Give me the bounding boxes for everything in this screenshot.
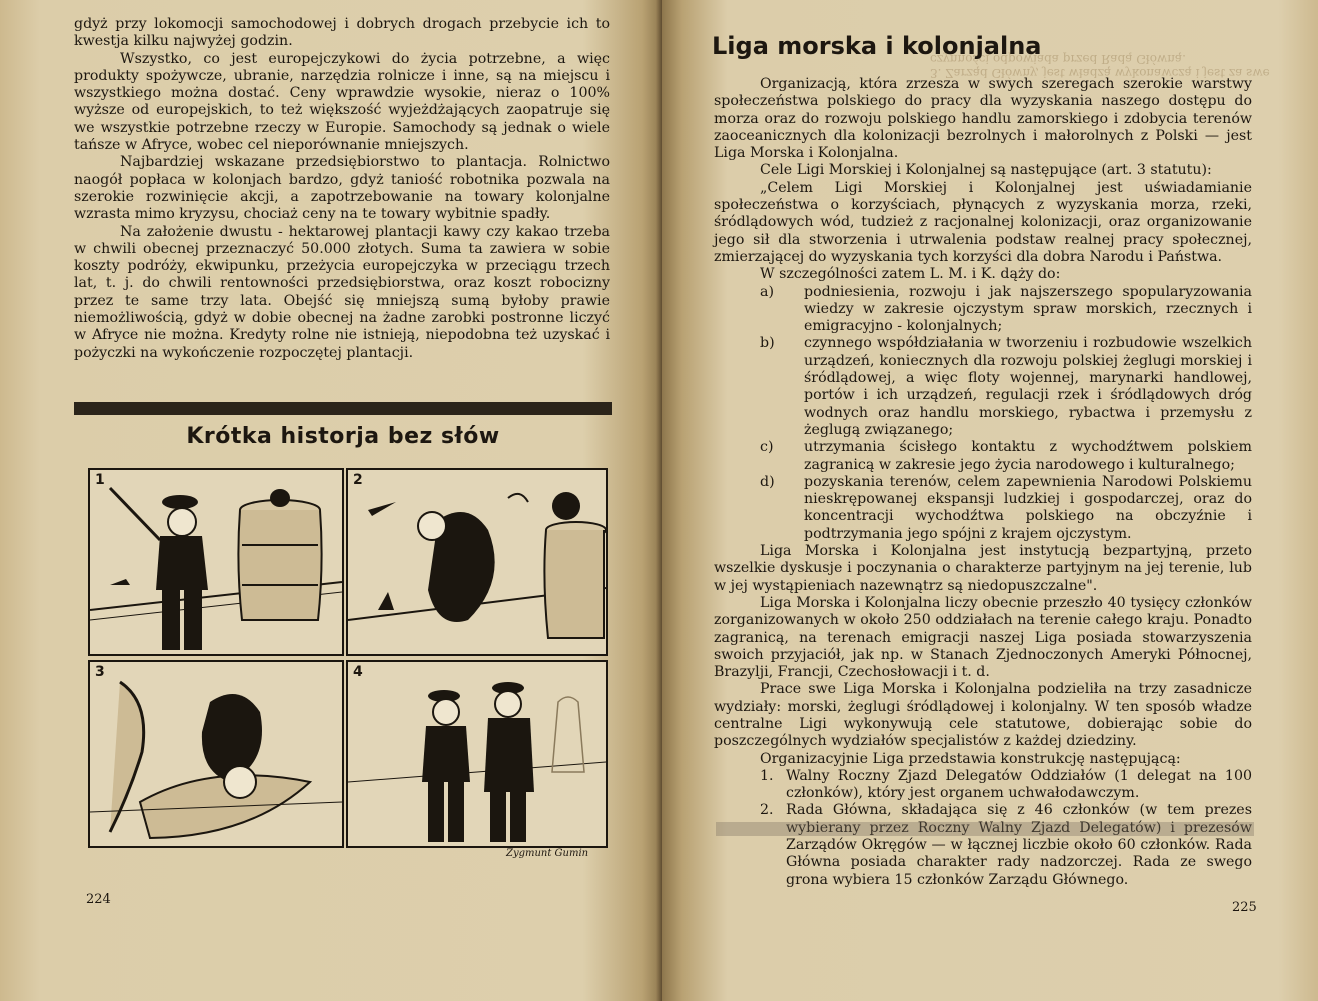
list-marker: 1.	[760, 767, 774, 784]
left-page-text	[74, 16, 610, 362]
right-page-text	[714, 76, 1252, 889]
paragraph: gdyż przy lokomocji samochodowej i dobrych drogach przebycie ich to kwestja kilku najwyżej godzin.	[74, 16, 610, 50]
paragraph: W szczególności zatem L. M. i K. dąży do:	[760, 266, 1061, 283]
list-marker: 2.	[760, 802, 774, 819]
section-rule	[74, 402, 612, 415]
list-text: Rada Główna, składająca się z 46 członków (w tem prezes wybierany przez Roczny Walny Zjazd Delegatów) i prezesów Zarządów Okręgów — w łącznej liczbie około 60 członków. Rada Główna posiada charakter rady nadzorczej. Rada ze swego grona wybiera 15 członków Zarządu Głównego.	[786, 802, 1252, 888]
comic-strip	[88, 468, 608, 858]
panel-number: 1	[95, 472, 105, 488]
list-text: czynnego współdziałania w tworzeniu i rozbudowie wszelkich urządzeń, koniecznych dla rozwoju polskiej żeglugi morskiej i śródlądowej, a więc floty wojennej, marynarki handlowej, portów i ich urządzeń, regulacji rzek i śródlądowych dróg wodnych oraz handlu morskiego, rybactwa i przemysłu z żeglugą związanego;	[804, 335, 1252, 438]
comic-panel-2	[346, 468, 608, 656]
list-marker: c)	[760, 439, 774, 456]
panel-number: 4	[353, 664, 363, 680]
list-marker: b)	[760, 335, 775, 352]
comic-title: Krótka historja bez słów	[186, 424, 500, 449]
comic-signature: Zygmunt Gumin	[506, 848, 589, 859]
bleed-through-text: 3. Zarząd Główny, jest władzą wykonawczą i jest za swe czynności odpowiada przed Radą Główną.	[930, 52, 1270, 80]
comic-panel-1	[88, 468, 344, 656]
paragraph: Prace swe Liga Morska i Kolonjalna podzieliła na trzy zasadnicze wydziały: morski, żeglugi śródlądowej i kolonjalny. W ten sposób władze centralne Ligi wykonywują cele statutowe, dobierając sobie do poszczególnych wydziałów specjalistów z każdej dziedziny.	[714, 681, 1252, 750]
list-text: Walny Roczny Zjazd Delegatów Oddziałów (1 delegat na 100 członków), który jest organem uchwałodawczym.	[786, 767, 1252, 802]
officer-handshake-illustration	[348, 662, 606, 846]
list-item	[714, 284, 1252, 336]
list-item	[714, 474, 1252, 543]
list-item	[714, 439, 1252, 474]
comic-panel-3	[88, 660, 344, 848]
list-text: pozyskania terenów, celem zapewnienia Narodowi Polskiemu nieskrępowanej ekspansji ludzkiej i gospodarczej, oraz do koncentracji wychodźtwa polskiego na obczyźnie i podtrzymania jego spójni z krajem ojczystym.	[804, 473, 1252, 542]
paragraph: Wszystko, co jest europejczykowi do życia potrzebne, a więc produkty spożywcze, ubranie, narzędzia rolnicze i inne, są na miejscu i wszystkiego można dostać. Ceny wprawdzie wysokie, nieraz o 100% wyższe od europejskich, to też większość wyjeżdżających zaopatruje się we wszystkie potrzebne rzeczy w Europie. Samochody są jednak o wiele tańsze w Afryce, wobec cel nieporównanie mniejszych.	[74, 50, 610, 154]
paragraph: Organizacją, która zrzesza w swych szeregach szerokie warstwy społeczeństwa polskiego do pracy dla wyzyskania naszego dostępu do morza oraz do rozwoju polskiego handlu zamorskiego i zdobycia terenów zaoceanicznych dla kolonizacji bezrolnych i małorolnych z Polski — jest Liga Morska i Kolonjalna.	[714, 76, 1252, 162]
comic-panel-4	[346, 660, 608, 848]
paragraph: Cele Ligi Morskiej i Kolonjalnej są następujące (art. 3 statutu):	[760, 162, 1212, 179]
statute-quote: „Celem Ligi Morskiej i Kolonjalnej jest uświadamianie społeczeństwa o korzyściach, płynących z wyzyskania morza, rzeki, śródlądowych wód, tudzież z racjonalnej kolonizacji, oraz organizowanie jego sił dla stworzenia i utrwalenia podstaw realnej pracy społecznej, zmierzającej do wyzyskania tych korzyści dla dobra Narodu i Państwa.	[714, 179, 1252, 265]
list-marker: d)	[760, 473, 775, 490]
paragraph: Liga Morska i Kolonjalna jest instytucją bezpartyjną, przeto wszelkie dyskusje i poczynania o charakterze partyjnym na jej terenie, lub w jej wystąpieniach nazewnątrz są niedopuszczalne".	[714, 543, 1252, 594]
paper-stain	[716, 822, 1254, 836]
panel-number: 2	[353, 472, 363, 488]
sailor-and-barrel-illustration	[90, 470, 342, 654]
list-item	[714, 802, 1252, 888]
sailor-and-cat-illustration	[348, 470, 606, 654]
page-number: 224	[86, 892, 111, 907]
list-text: utrzymania ścisłego kontaktu z wychodźtwem polskiem zagranicą w zakresie jego życia narodowego i kulturalnego;	[804, 439, 1252, 473]
paragraph: Organizacyjnie Liga przedstawia konstrukcję następującą:	[760, 750, 1181, 767]
list-text: podniesienia, rozwoju i jak najszerszego spopularyzowania wiedzy w zakresie ojczystym spraw morskich, rzecznych i emigracyjno - kolonjalnych;	[804, 283, 1252, 335]
panel-number: 3	[95, 664, 105, 680]
shark-swallowing-sailor-illustration	[90, 662, 342, 846]
goals-list	[714, 284, 1252, 543]
page-heading: Liga morska i kolonjalna	[712, 32, 1042, 60]
list-marker: a)	[760, 283, 774, 300]
list-item	[714, 768, 1252, 803]
paragraph: Na założenie dwustu - hektarowej plantacji kawy czy kakao trzeba w chwili obecnej przeznaczyć 50.000 złotych. Suma ta zawiera w sobie koszty podróży, ekwipunku, przeżycia europejczyka w przeciągu trzech lat, t. j. do chwili rentowności przedsiębiorstwa, oraz koszt robocizny przez te same trzy lata. Obejść się mniejszą sumą byłoby prawie niemożliwością, gdyż w dobie obecnej na żadne zarobki postronne liczyć w Afryce nie można. Kredyty rolne nie istnieją, niepodobna też uzyskać i pożyczki na wykończenie rozpoczętej plantacji.	[74, 223, 610, 361]
paragraph: Najbardziej wskazane przedsiębiorstwo to plantacja. Rolnictwo naogół popłaca w kolonjach bardzo, gdyż taniość robotnika pozwala na szerokie rozwinięcie akcji, a zapotrzebowanie na towary kolonjalne wzrasta mimo kryzysu, chociaż ceny na te towary wybitnie spadły.	[74, 154, 610, 223]
list-item	[714, 335, 1252, 439]
page-number: 225	[1232, 900, 1257, 915]
paragraph: Liga Morska i Kolonjalna liczy obecnie przeszło 40 tysięcy członków zorganizowanych w około 250 oddziałach na terenie całego kraju. Ponadto zagranicą, na terenach emigracji naszej Liga posiada stowarzyszenia swoich przyjaciół, jak np. w Stanach Zjednoczonych Ameryki Północnej, Brazylji, Francji, Czechosłowacji i t. d.	[714, 594, 1252, 681]
